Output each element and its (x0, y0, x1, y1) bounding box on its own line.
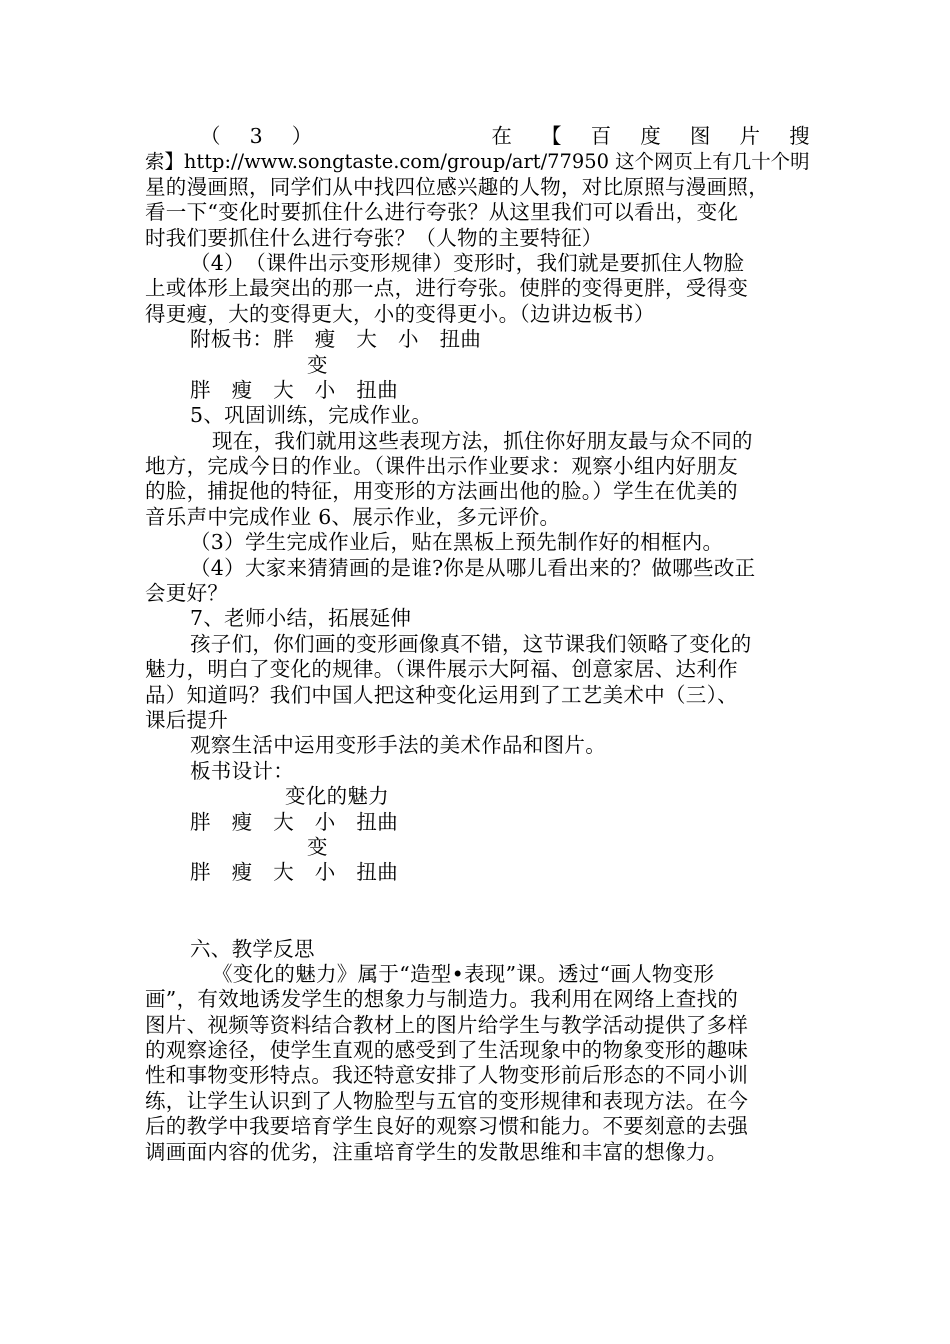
token: 3 (249, 124, 263, 148)
spacer (145, 911, 810, 936)
token: 【 (541, 124, 562, 148)
reflection-title: 六、教学反思 (190, 936, 315, 961)
para-4-line-2: 上或体形上最突出的那一点，进行夸张。使胖的变得更胖，受得变 (145, 276, 749, 301)
step-5-line-3: 的脸，捕捉他的特征，用变形的方法画出他的脸。）学生在优美的 (145, 479, 738, 504)
reflection-line-8: 调画面内容的优劣，注重培育学生的发散思维和丰富的想像力。 (145, 1139, 728, 1164)
board-design-title: 变化的魅力 (285, 784, 389, 809)
token: 百 (590, 124, 612, 148)
para-4-line-3: 得更瘦，大的变得更大，小的变得更小。（边讲边板书） (145, 301, 655, 326)
step-5-line-1: 现在，我们就用这些表现方法，抓住你好朋友最与众不同的 (212, 428, 753, 453)
token: 片 (739, 124, 761, 148)
reflection-line-7: 后的教学中我要培育学生良好的观察习惯和能力。不要刻意的去强 (145, 1114, 749, 1139)
para-4-line-1: （4） （课件出示变形规律）变形时，我们就是要抓住人物脸 (190, 250, 745, 275)
board-design-line-3: 胖 瘦 大 小 扭曲 (190, 860, 398, 885)
step-5-line-4: 音乐声中完成作业 6、展示作业，多元评价。 (145, 504, 561, 529)
reflection-line-3: 图片、视频等资料结合教材上的图片给学生与教学活动提供了多样 (145, 1012, 749, 1037)
board-notes-line-3: 胖 瘦 大 小 扭曲 (190, 377, 398, 402)
step-7-line-3: 品）知道吗？我们中国人把这种变化运用到了工艺美术中（三）、 (145, 682, 738, 707)
step-7-line-1: 孩子们，你们画的变形画像真不错，这节课我们领略了变化的 (190, 631, 752, 656)
board-notes-line-1: 附板书：胖 瘦 大 小 扭曲 (190, 327, 482, 352)
para-3-line-3: 星的漫画照，同学们从中找四位感兴趣的人物，对比原照与漫画照， (145, 174, 769, 199)
board-design-line-1: 胖 瘦 大 小 扭曲 (190, 809, 398, 834)
board-design-bian: 变 (307, 834, 328, 859)
para-3-line-4: 看一下“变化时要抓住什么进行夸张？从这里我们可以看出，变化 (145, 200, 739, 225)
token: （ (200, 124, 221, 148)
step-7-title: 7、老师小结，拓展延伸 (190, 606, 412, 631)
spacer (145, 886, 810, 911)
document-page (145, 124, 810, 1165)
reflection-line-4: 的观察途径，使学生直观的感受到了生活现象中的物象变形的趣味 (145, 1038, 749, 1063)
token: 度 (640, 124, 662, 148)
step-7-line-5: 观察生活中运用变形手法的美术作品和图片。 (190, 733, 606, 758)
board-design-label: 板书设计： (190, 758, 294, 783)
token: 在 (491, 124, 513, 148)
reflection-line-5: 性和事物变形特点。我还特意安排了人物变形前后形态的不同小训 (145, 1063, 749, 1088)
step-7-line-4: 课后提升 (145, 707, 229, 732)
step-6-line-1: （3）学生完成作业后，贴在黑板上预先制作好的相框内。 (190, 530, 724, 555)
step-5-line-2: 地方，完成今日的作业。（课件出示作业要求：观察小组内好朋友 (145, 454, 738, 479)
para-3-line-5: 时我们要抓住什么进行夸张？（人物的主要特征） (145, 225, 603, 250)
reflection-line-1: 《变化的魅力》属于“造型•表现”课。透过“画人物变形 (212, 961, 715, 986)
step-6-line-2: （4）大家来猜猜画的是谁?你是从哪儿看出来的？做哪些改正 (190, 555, 756, 580)
para-3-line-2: 索】http://www.songtaste.com/group/art/77950 这个网页上有几十个明 (145, 150, 810, 174)
token: ） (291, 124, 313, 148)
step-5-title: 5、巩固训练，完成作业。 (190, 403, 433, 428)
para-3-line-1 (145, 124, 810, 149)
reflection-line-2: 画”，有效地诱发学生的想象力与制造力。我利用在网络上查找的 (145, 987, 739, 1012)
token: 搜 (789, 124, 810, 148)
reflection-line-6: 练，让学生认识到了人物脸型与五官的变形规律和表现方法。在今 (145, 1088, 749, 1113)
step-6-line-3: 会更好？ (145, 581, 229, 606)
step-7-line-2: 魅力，明白了变化的规律。（课件展示大阿福、创意家居、达利作 (145, 657, 738, 682)
board-notes-bian: 变 (307, 352, 328, 377)
token: 图 (689, 124, 711, 148)
